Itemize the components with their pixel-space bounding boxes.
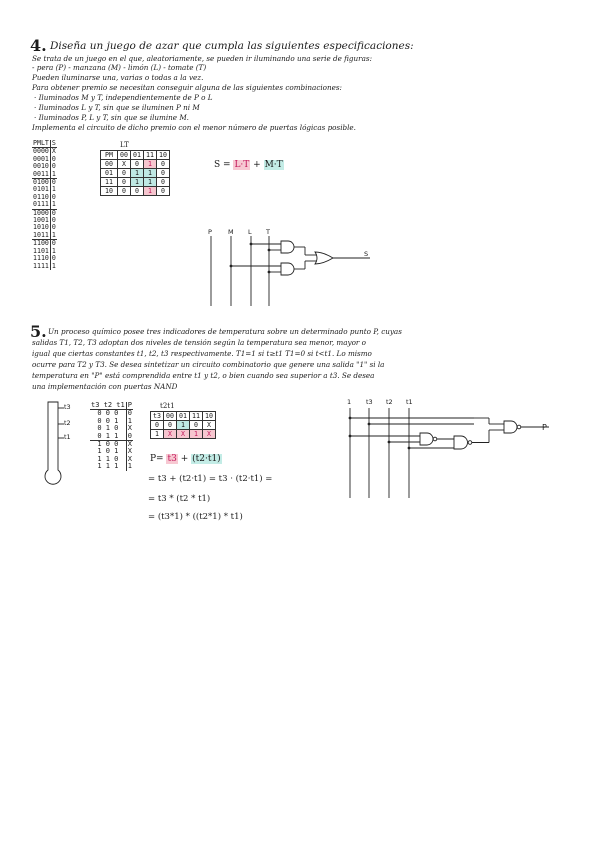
formula-problem-4	[214, 160, 284, 170]
circuit-input-label: P	[208, 228, 212, 236]
kmap-cell: 1	[131, 178, 144, 187]
statement-line: · Iluminados L y T, sin que se iluminen P ni M	[34, 103, 200, 112]
kmap-row-label: 10	[101, 187, 118, 196]
kmap-row-label: 11	[101, 178, 118, 187]
circuit-output-label: S	[364, 250, 369, 258]
statement-line: - pera (P) - manzana (M) - limón (L) - tomate (T)	[32, 63, 207, 72]
formula-term: (t2·t1)	[192, 454, 221, 464]
kmap-row-label: 0	[151, 421, 164, 430]
kmap-col-var: LT	[120, 141, 129, 149]
kmap-problem-5	[150, 411, 216, 439]
thermometer-label: t1	[64, 433, 71, 441]
statement-line: · Iluminados P, L y T, sin que se ilumine M.	[34, 113, 189, 122]
problem-4-number: 4.	[30, 36, 47, 55]
kmap-col-header: 01	[131, 151, 144, 160]
kmap-cell: X	[203, 430, 216, 439]
truth-table-inputs: 0001	[33, 154, 49, 163]
truth-table-inputs: 1 0 0	[90, 441, 126, 449]
truth-table-inputs: 0 1 1	[90, 433, 126, 441]
kmap-row	[101, 160, 170, 169]
thermometer-icon	[40, 398, 80, 493]
truth-table-header: PMLT	[33, 139, 49, 147]
truth-table-inputs: 1010	[33, 223, 49, 232]
truth-table-inputs: 0111	[33, 200, 49, 209]
kmap-row	[101, 187, 170, 196]
kmap-col-header: 10	[157, 151, 170, 160]
kmap-cell: 1	[131, 169, 144, 178]
circuit-input-label: t1	[406, 398, 413, 406]
truth-table-inputs: 1000	[33, 208, 49, 217]
truth-table-output: 1	[51, 246, 56, 255]
kmap-cell: 0	[157, 187, 170, 196]
truth-table-header: P	[127, 401, 132, 409]
kmap-cell: 1	[177, 421, 190, 430]
kmap-row	[101, 178, 170, 187]
formula-lhs: P=	[150, 454, 164, 464]
formula-term: t3	[167, 454, 177, 464]
truth-table-inputs: 0000	[33, 147, 49, 156]
truth-table-output: 0	[51, 254, 56, 263]
truth-table-inputs: 0101	[33, 185, 49, 194]
kmap-row-label: 01	[101, 169, 118, 178]
truth-table-output: 1	[51, 230, 56, 239]
truth-table-output: 0	[51, 223, 56, 232]
truth-table-inputs: 0100	[33, 178, 49, 187]
truth-table-problem-4	[32, 140, 57, 270]
kmap-cell: 0	[131, 187, 144, 196]
statement-line: Un proceso químico posee tres indicadores de temperatura sobre un determinado punto P, cuyas	[48, 327, 402, 336]
truth-table-inputs: 1101	[33, 246, 49, 255]
kmap-cell: 0	[118, 178, 131, 187]
truth-table-row	[32, 201, 57, 209]
formula-term: M·T	[264, 160, 283, 170]
truth-table-row	[90, 463, 133, 470]
thermometer-label: t3	[64, 403, 71, 411]
truth-table-output: 0	[51, 162, 56, 171]
kmap-cell: X	[164, 430, 177, 439]
circuit-input-label: t2	[386, 398, 393, 406]
kmap-cell: X	[203, 421, 216, 430]
truth-table-inputs: 0 0 0	[90, 410, 126, 418]
kmap-cell: 0	[164, 421, 177, 430]
formula-problem-5-line	[150, 454, 222, 464]
statement-line: salidas T1, T2, T3 adoptan dos niveles de tensión según la temperatura sea menor, mayor o	[32, 338, 366, 347]
truth-table-output: X	[127, 454, 132, 463]
truth-table-output: 1	[127, 416, 132, 425]
statement-line: · Iluminados M y T, independientemente de P o L	[34, 93, 213, 102]
kmap-col-header: 11	[190, 412, 203, 421]
logic-circuit-problem-5	[344, 408, 554, 498]
kmap-cell: 0	[118, 187, 131, 196]
formula-problem-5-line: = t3 * (t2 * t1)	[148, 494, 211, 504]
kmap-corner: PM	[101, 151, 118, 160]
kmap-col-var: t2t1	[160, 402, 175, 410]
circuit-input-label: L	[248, 228, 252, 236]
kmap-cell: 0	[118, 169, 131, 178]
truth-table-inputs: 1001	[33, 216, 49, 225]
kmap-row-label: 1	[151, 430, 164, 439]
truth-table-inputs: 0 0 1	[90, 418, 126, 425]
kmap-cell: 1	[144, 187, 157, 196]
kmap-cell: X	[118, 160, 131, 169]
truth-table-inputs: 1 0 1	[90, 448, 126, 455]
formula-problem-5-line: = t3 + (t2·t1) = t3 · (t2·t1) =	[148, 474, 273, 484]
statement-line: Se trata de un juego en el que, aleatoriamente, se pueden ir iluminando una serie de figuras:	[32, 54, 372, 63]
statement-line: Implementa el circuito de dicho premio con el menor número de puertas lógicas posible.	[32, 123, 356, 132]
truth-table-output: 0	[51, 154, 56, 163]
kmap-cell: X	[177, 430, 190, 439]
truth-table-inputs: 1110	[33, 254, 49, 263]
kmap-problem-4	[100, 150, 170, 196]
truth-table-output: 0	[51, 216, 56, 225]
kmap-cell: 0	[157, 178, 170, 187]
formula-plus: +	[180, 454, 189, 464]
truth-table-problem-5	[90, 402, 133, 471]
truth-table-header: t3 t2 t1	[91, 401, 125, 409]
statement-line: una implementación con puertas NAND	[32, 382, 178, 391]
formula-lhs: S =	[214, 160, 231, 170]
truth-table-output: 0	[51, 239, 56, 248]
circuit-input-label: T	[266, 228, 270, 236]
statement-line: Para obtener premio se necesitan conseguir alguna de las siguientes combinaciones:	[32, 83, 342, 92]
truth-table-output: X	[127, 440, 132, 449]
logic-circuit-problem-4	[205, 236, 385, 306]
circuit-input-label: 1	[347, 398, 352, 406]
kmap-cell: 1	[190, 430, 203, 439]
kmap-row	[151, 430, 216, 439]
truth-table-output: 0	[127, 431, 132, 440]
kmap-col-header: 00	[118, 151, 131, 160]
truth-table-output: 1	[51, 261, 56, 270]
truth-table-inputs: 0 1 0	[90, 425, 126, 432]
truth-table-inputs: 1100	[33, 239, 49, 248]
truth-table-inputs: 0010	[33, 162, 49, 171]
truth-table-output: 0	[51, 208, 56, 217]
truth-table-output: 1	[51, 200, 56, 209]
truth-table-output: X	[51, 147, 56, 156]
kmap-cell: 0	[131, 160, 144, 169]
thermometer-label: t2	[64, 419, 71, 427]
truth-table-inputs: 1 1 1	[90, 463, 126, 470]
circuit-input-label: M	[228, 228, 234, 236]
kmap-col-header: 11	[144, 151, 157, 160]
formula-term: L·T	[234, 160, 250, 170]
kmap-cell: 1	[144, 160, 157, 169]
formula-plus: +	[253, 160, 261, 170]
kmap-cell: 0	[157, 169, 170, 178]
problem-4-title: Diseña un juego de azar que cumpla las siguientes especificaciones:	[50, 40, 414, 52]
circuit-output-label: P	[542, 423, 547, 432]
kmap-cell: 0	[190, 421, 203, 430]
kmap-cell: 1	[144, 178, 157, 187]
truth-table-output: 0	[127, 409, 132, 418]
problem-5-number: 5.	[30, 322, 47, 341]
truth-table-output: 1	[127, 462, 132, 471]
truth-table-inputs: 1111	[33, 261, 49, 270]
truth-table-inputs: 0110	[33, 192, 49, 201]
truth-table-row	[32, 263, 57, 270]
kmap-row	[101, 169, 170, 178]
truth-table-output: 1	[51, 169, 56, 178]
truth-table-inputs: 1 1 0	[90, 456, 126, 463]
formula-problem-5-line: = (t3*1) * ((t2*1) * t1)	[148, 512, 243, 522]
statement-line: Pueden iluminarse una, varias o todas a la vez.	[32, 73, 204, 82]
circuit-input-label: t3	[366, 398, 373, 406]
truth-table-output: 0	[51, 178, 56, 187]
kmap-col-header: 10	[203, 412, 216, 421]
truth-table-output: X	[127, 447, 132, 456]
kmap-cell: 0	[157, 160, 170, 169]
kmap-cell: 1	[144, 169, 157, 178]
statement-line: ocurre para T2 y T3. Se desea sintetizar un circuito combinatorio que genere una salida "1" si la	[32, 360, 385, 369]
truth-table-output: 1	[51, 185, 56, 194]
truth-table-header: S	[51, 139, 56, 147]
kmap-row-label: 00	[101, 160, 118, 169]
truth-table-output: X	[127, 424, 132, 433]
truth-table-output: 0	[51, 192, 56, 201]
kmap-col-header: 00	[164, 412, 177, 421]
kmap-row	[151, 421, 216, 430]
truth-table-inputs: 1011	[33, 230, 49, 239]
statement-line: temperatura en "P" está comprendida entre t1 y t2, o bien cuando sea superior a t3. Se desea	[32, 371, 375, 380]
kmap-corner: t3	[151, 412, 164, 421]
statement-line: igual que ciertas constantes t1, t2, t3 respectivamente. T1=1 si t≥t1 T1=0 si t<t1. Lo mismo	[32, 349, 372, 358]
kmap-col-header: 01	[177, 412, 190, 421]
truth-table-inputs: 0011	[33, 169, 49, 178]
